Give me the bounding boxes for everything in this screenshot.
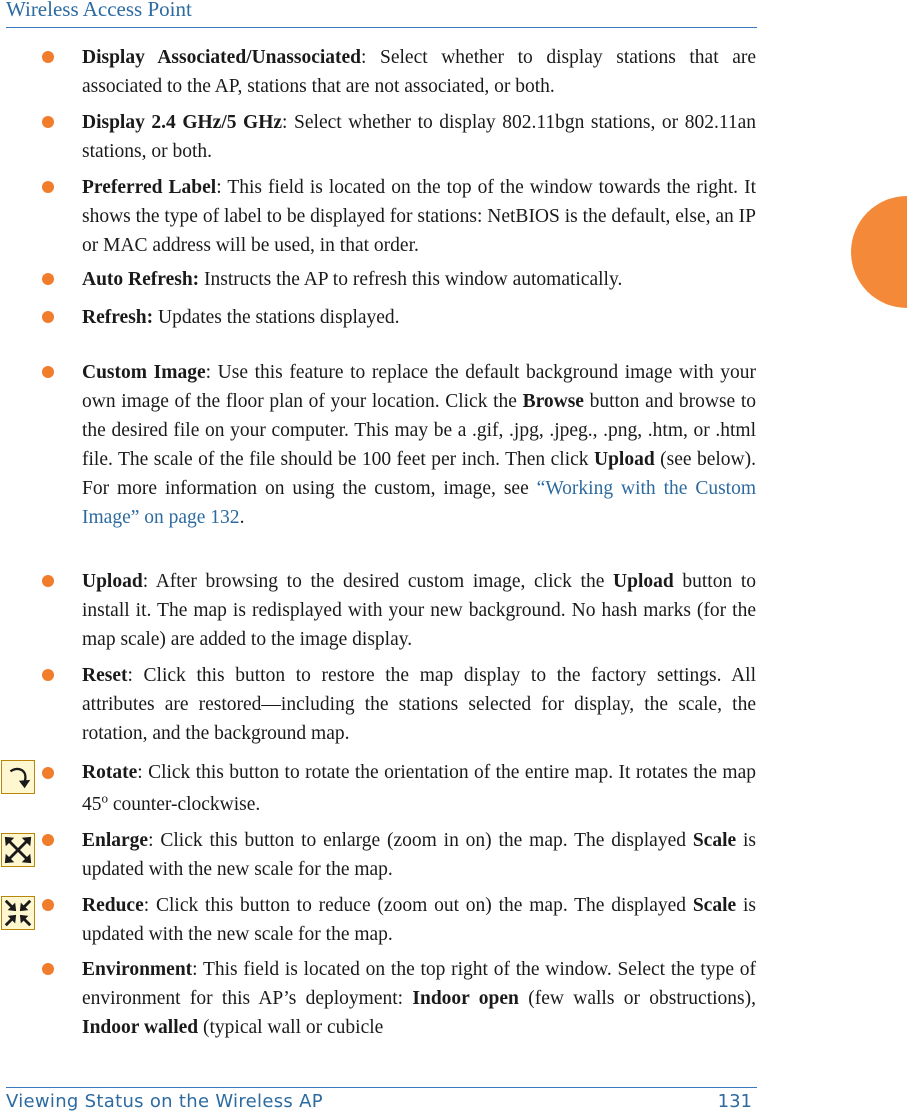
item-term: Rotate bbox=[82, 762, 138, 783]
item-term: Custom Image bbox=[82, 362, 206, 383]
bullet bbox=[42, 366, 54, 378]
item-term: Environment bbox=[82, 959, 193, 980]
bullet bbox=[42, 575, 54, 587]
item-term: Reduce bbox=[82, 895, 144, 916]
item-text: Click this button to restore the map display to the factory settings. All attributes are restored—including the stations selected for display, the scale, the rotation, and the background map. bbox=[82, 665, 756, 744]
item-text: Select whether to display 802.11bgn stations, or 802.11an stations, or both. bbox=[82, 112, 757, 162]
bullet bbox=[42, 273, 54, 285]
list-item: Display 2.4 GHz/5 GHz: Select whether to display 802.11bgn stations, or 802.11an stations, or both. bbox=[42, 108, 756, 166]
item-text: This field is located on the top of the window towards the right. It shows the type of label to be displayed for stations: NetBIOS is the default, else, an IP or MAC address will be used, in that order. bbox=[82, 177, 756, 256]
bullet bbox=[42, 311, 54, 323]
list-item: Reduce: Click this button to reduce (zoom out on) the map. The displayed Scale is updated with the new scale for the map. bbox=[42, 891, 756, 949]
reduce-icon bbox=[1, 896, 35, 930]
list-item: Display Associated/Unassociated: Select whether to display stations that are associated to the AP, stations that are not associated, or both. bbox=[42, 43, 756, 101]
item-term: Preferred Label bbox=[82, 177, 217, 198]
item-term: Display 2.4 GHz/5 GHz bbox=[82, 112, 283, 133]
header-title: Wireless Access Point bbox=[6, 0, 192, 21]
item-term: Enlarge bbox=[82, 830, 149, 851]
bullet bbox=[42, 899, 54, 911]
header-rule bbox=[6, 27, 757, 28]
bullet bbox=[42, 767, 54, 779]
cross-reference-link[interactable]: “Working with the Custom Image” on page 132 bbox=[82, 478, 756, 528]
list-item bbox=[42, 265, 756, 294]
list-item bbox=[42, 303, 756, 332]
list-item: Upload: After browsing to the desired custom image, click the Upload button to install it. The map is redisplayed with your new background. No hash marks (for the map scale) are added to the image display. bbox=[42, 567, 756, 654]
bullet bbox=[42, 181, 54, 193]
page-number: 131 bbox=[717, 1091, 752, 1112]
footer-rule bbox=[6, 1087, 757, 1088]
list-item: Reset: Click this button to restore the map display to the factory settings. All attributes are restored—including the stations selected for display, the scale, the rotation, and the background map. bbox=[42, 661, 756, 748]
list-item: Enlarge: Click this button to enlarge (zoom in on) the map. The displayed Scale is updated with the new scale for the map. bbox=[42, 826, 756, 884]
item-text: Instructs the AP to refresh this window automatically. bbox=[204, 269, 623, 290]
list-item: Custom Image: Use this feature to replace the default background image with your own image of the floor plan of your location. Click the Browse button and browse to the desired file on your computer. This may be a .gif, .jpg, .jpeg., .png, .htm, or .html file. The scale of the file should be 100 feet per inch. Then click Upload (see below). For more information on using the custom, image, see “Working with the Custom Image” on page 132. bbox=[42, 358, 756, 532]
item-term: Reset bbox=[82, 665, 128, 686]
item-term: Refresh: bbox=[82, 307, 154, 328]
list-item: Preferred Label: This field is located on the top of the window towards the right. It shows the type of label to be displayed for stations: NetBIOS is the default, else, an IP or MAC address will be used, in that order. bbox=[42, 173, 756, 260]
item-term: Upload bbox=[82, 571, 143, 592]
bullet bbox=[42, 51, 54, 63]
item-term: Display Associated/Unassociated bbox=[82, 47, 362, 68]
item-text: Updates the stations displayed. bbox=[158, 307, 400, 328]
bullet bbox=[42, 669, 54, 681]
footer-section-title: Viewing Status on the Wireless AP bbox=[6, 1091, 323, 1112]
bullet bbox=[42, 834, 54, 846]
item-term: Auto Refresh: bbox=[82, 269, 200, 290]
chapter-tab bbox=[851, 196, 907, 308]
enlarge-icon bbox=[1, 833, 35, 867]
bullet bbox=[42, 116, 54, 128]
list-item: Environment: This field is located on the top right of the window. Select the type of environment for this AP’s deployment: Indoor open (few walls or obstructions), Indoor walled (typical wall or cubicle bbox=[42, 955, 756, 1042]
bullet bbox=[42, 963, 54, 975]
list-item: Rotate: Click this button to rotate the orientation of the entire map. It rotates the map 45$^o$ counter-clockwise. bbox=[42, 757, 756, 821]
item-text: Select whether to display stations that are associated to the AP, stations that are not associated, or both. bbox=[82, 47, 757, 97]
rotate-icon bbox=[1, 760, 35, 794]
